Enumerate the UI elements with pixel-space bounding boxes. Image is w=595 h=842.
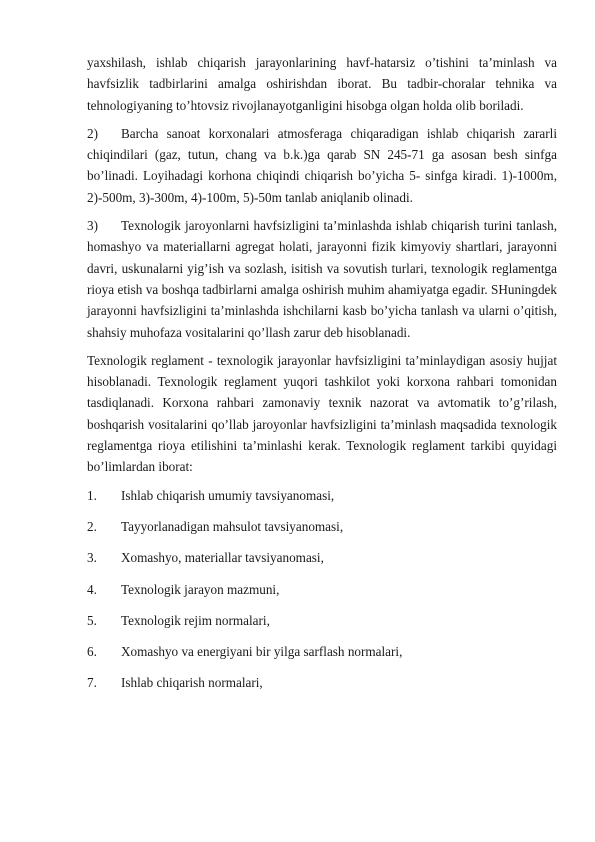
list-item [87, 516, 557, 537]
list-item-text: Tayyorlanadigan mahsulot tavsiyanomasi, [121, 518, 344, 534]
paragraph-item-3 [87, 215, 557, 343]
list-item-number: 5. [87, 612, 97, 628]
list-item [87, 641, 557, 662]
list-item [87, 610, 557, 631]
item-number: 2) [87, 125, 98, 141]
item-text: Barcha sanoat korxonalari atmosferaga chiqaradigan ishlab chiqarish zararli chiqindilari (gaz, tutun, chang va b.k.)ga qarab SN 245-71 ga asosan besh sinfga bo’linadi. Loyihadagi korhona chiqindi chiqarish bo’yicha 5- sinfga kiradi. 1)-1000m, 2)-500m, 3)-300m, 4)-100m, 5)-50m tanlab aniqlanib olinadi. [87, 125, 557, 205]
list-item [87, 579, 557, 600]
reglament-sections-list [87, 485, 557, 694]
item-text: Texnologik jaroyonlarni havfsizligini ta’minlashda ishlab chiqarish turini tanlash, homashyo va materiallarni agregat holati, jarayonni fizik kimyoviy shartlari, jarayonni davri, uskunalarni yig’ish va sozlash, isitish va sovutish turlari, texnologik reglamentga rioya etish va boshqa tadbirlarni amalga oshirish muhim ahamiyatga egadir. SHuningdek jarayonni havfsizligini ta’minlashda ishchilarni kasb bo’yicha tanlash va ularni o’qitish, shahsiy muhofaza vositalarini qo’llash zarur deb hisoblanadi. [87, 218, 557, 340]
list-item-number: 6. [87, 644, 97, 660]
paragraph-intro: yaxshilash, ishlab chiqarish jarayonlarining havf-hatarsiz o’tishini ta’minlash va havfsizlik tadbirlarini amalga oshirishdan iborat. Bu tadbir-choralar tehnika va tehnologiyaning to’htovsiz rivojlanayotganligini hisobga olgan holda olib boriladi. [87, 55, 557, 113]
list-item-text: Xomashyo, materiallar tavsiyanomasi, [121, 550, 324, 566]
list-item-number: 3. [87, 550, 97, 566]
list-item [87, 672, 557, 693]
paragraph-reglament: Texnologik reglament - texnologik jarayonlar havfsizligini ta’minlaydigan asosiy hujjat hisoblanadi. Texnologik reglament yuqori tashkilot yoki korxona rahbari tomonidan tasdiqlanadi. Korxona rahbari zamonaviy texnik nazorat va avtomatik to’g’rilash, boshqarish vositalarini qo’llab jaroyonlar havfsizligini ta’minlash maqsadida texnologik reglamentga rioya etilishini ta’minlashi kerak. Texnologik reglament tarkibi quyidagi bo’limlardan iborat: [87, 352, 557, 475]
list-item-text: Ishlab chiqarish normalari, [121, 675, 263, 691]
paragraph-item-2 [87, 123, 557, 208]
list-item-number: 2. [87, 518, 97, 534]
list-item-text: Ishlab chiqarish umumiy tavsiyanomasi, [121, 487, 335, 503]
document-page [87, 52, 557, 704]
list-item-text: Texnologik rejim normalari, [121, 612, 270, 628]
item-number: 3) [87, 218, 98, 234]
list-item-text: Texnologik jarayon mazmuni, [121, 581, 280, 597]
list-item [87, 547, 557, 568]
list-item-number: 4. [87, 581, 97, 597]
list-item-number: 1. [87, 487, 97, 503]
list-item [87, 485, 557, 506]
list-item-number: 7. [87, 675, 97, 691]
list-item-text: Xomashyo va energiyani bir yilga sarflash normalari, [121, 644, 403, 660]
